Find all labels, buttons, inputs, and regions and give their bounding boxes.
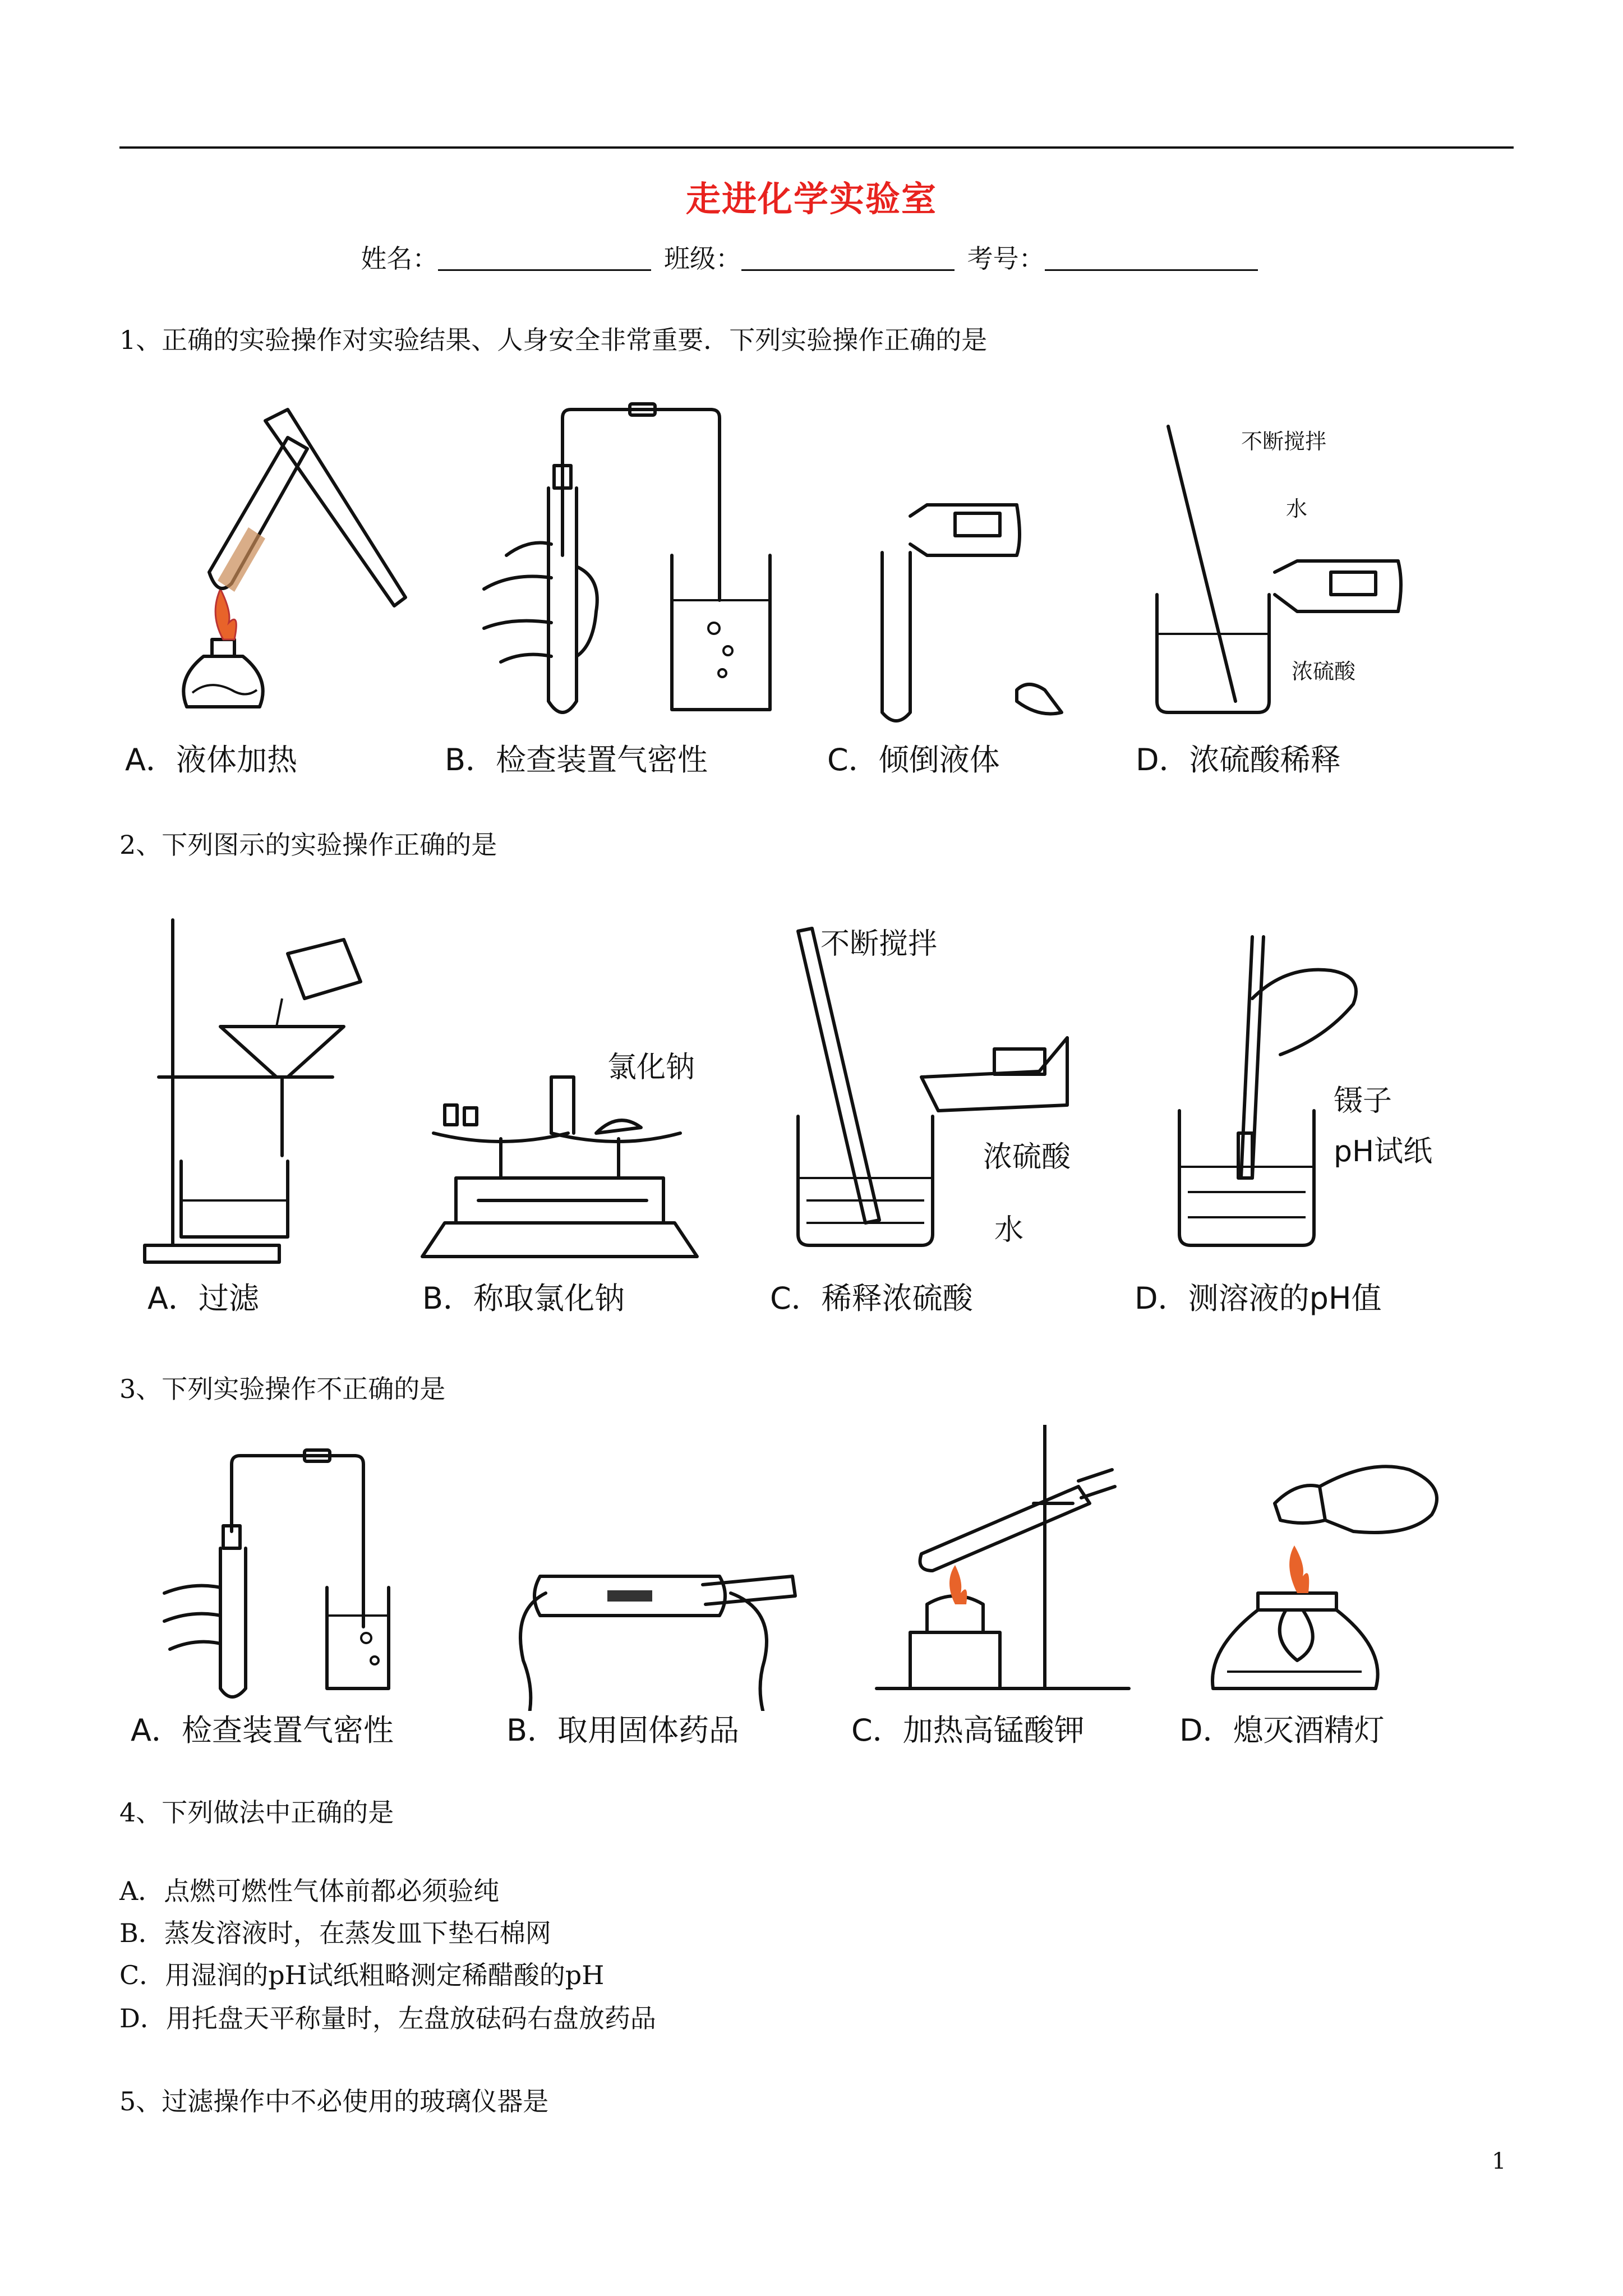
q1-figure-c bbox=[882, 505, 1062, 721]
question-2-stem: 2、下列图示的实验操作正确的是 bbox=[119, 830, 497, 860]
class-blank[interactable] bbox=[741, 247, 955, 271]
q3-figure-c bbox=[877, 1425, 1129, 1688]
name-label: 姓名： bbox=[361, 243, 439, 274]
q1-caption-a: A．液体加热 bbox=[125, 742, 297, 777]
q2-label-acid: 浓硫酸 bbox=[983, 1140, 1071, 1174]
q2-caption-c: C．稀释浓硫酸 bbox=[770, 1281, 973, 1316]
q4-option-a: A．点燃可燃性气体前都必须验纯 bbox=[119, 1876, 500, 1906]
q2-label-nacl: 氯化钠 bbox=[607, 1051, 695, 1084]
student-info-line bbox=[0, 238, 1623, 275]
q2-label-stirring: 不断搅拌 bbox=[820, 927, 938, 961]
q1-label-water: 水 bbox=[1286, 496, 1308, 521]
question-3-stem: 3、下列实验操作不正确的是 bbox=[119, 1374, 446, 1404]
q2-figures bbox=[119, 909, 1521, 1273]
q3-caption-d: D．熄灭酒精灯 bbox=[1179, 1713, 1385, 1748]
q1-caption-d: D．浓硫酸稀释 bbox=[1136, 742, 1341, 777]
q3-figures bbox=[119, 1425, 1521, 1711]
q2-caption-b: B．称取氯化钠 bbox=[422, 1281, 625, 1316]
page-number: 1 bbox=[1492, 2148, 1506, 2174]
q2-label-tweezers: 镊子 bbox=[1334, 1084, 1393, 1118]
q1-label-stirring: 不断搅拌 bbox=[1241, 429, 1327, 454]
q2-figure-a bbox=[145, 920, 361, 1262]
question-5-stem: 5、过滤操作中不必使用的玻璃仪器是 bbox=[119, 2086, 549, 2116]
header-rule bbox=[119, 146, 1514, 149]
class-label: 班级： bbox=[664, 243, 741, 274]
q3-caption-b: B．取用固体药品 bbox=[506, 1713, 740, 1748]
q1-figure-d bbox=[1157, 426, 1401, 712]
q2-figure-c bbox=[798, 927, 1071, 1247]
q1-label-acid: 浓硫酸 bbox=[1292, 659, 1356, 684]
q3-caption-c: C．加热高锰酸钾 bbox=[851, 1713, 1085, 1748]
question-4-stem: 4、下列做法中正确的是 bbox=[119, 1797, 394, 1828]
q2-caption-d: D．测溶液的pH值 bbox=[1135, 1281, 1382, 1316]
q1-figures bbox=[119, 387, 1521, 791]
q3-figure-a bbox=[164, 1450, 389, 1697]
page-title: 走进化学实验室 bbox=[685, 178, 937, 219]
q1-figure-b bbox=[484, 404, 770, 712]
q2-figure-b bbox=[422, 1051, 697, 1257]
q1-caption-b: B．检查装置气密性 bbox=[445, 742, 708, 777]
q1-caption-c: C．倾倒液体 bbox=[827, 742, 1000, 777]
q3-figure-b bbox=[520, 1576, 795, 1711]
q2-caption-a: A．过滤 bbox=[147, 1281, 259, 1316]
q3-figure-d bbox=[1212, 1466, 1437, 1688]
exam-number-blank[interactable] bbox=[1045, 247, 1258, 271]
q3-caption-a: A．检查装置气密性 bbox=[131, 1713, 394, 1748]
q2-figure-d bbox=[1179, 937, 1432, 1245]
name-blank[interactable] bbox=[438, 247, 651, 271]
q4-option-b: B．蒸发溶液时，在蒸发皿下垫石棉网 bbox=[119, 1918, 551, 1948]
q4-option-c: C．用湿润的pH试纸粗略测定稀醋酸的pH bbox=[119, 1960, 605, 1990]
question-1-stem: 1、正确的实验操作对实验结果、人身安全非常重要．下列实验操作正确的是 bbox=[119, 325, 988, 355]
q2-label-water: 水 bbox=[994, 1213, 1024, 1247]
q1-figure-a bbox=[183, 409, 405, 707]
q2-label-ph-paper: pH试纸 bbox=[1334, 1135, 1433, 1168]
exam-number-label: 考号： bbox=[967, 243, 1045, 274]
q4-option-d: D．用托盘天平称量时，左盘放砝码右盘放药品 bbox=[119, 2003, 656, 2033]
